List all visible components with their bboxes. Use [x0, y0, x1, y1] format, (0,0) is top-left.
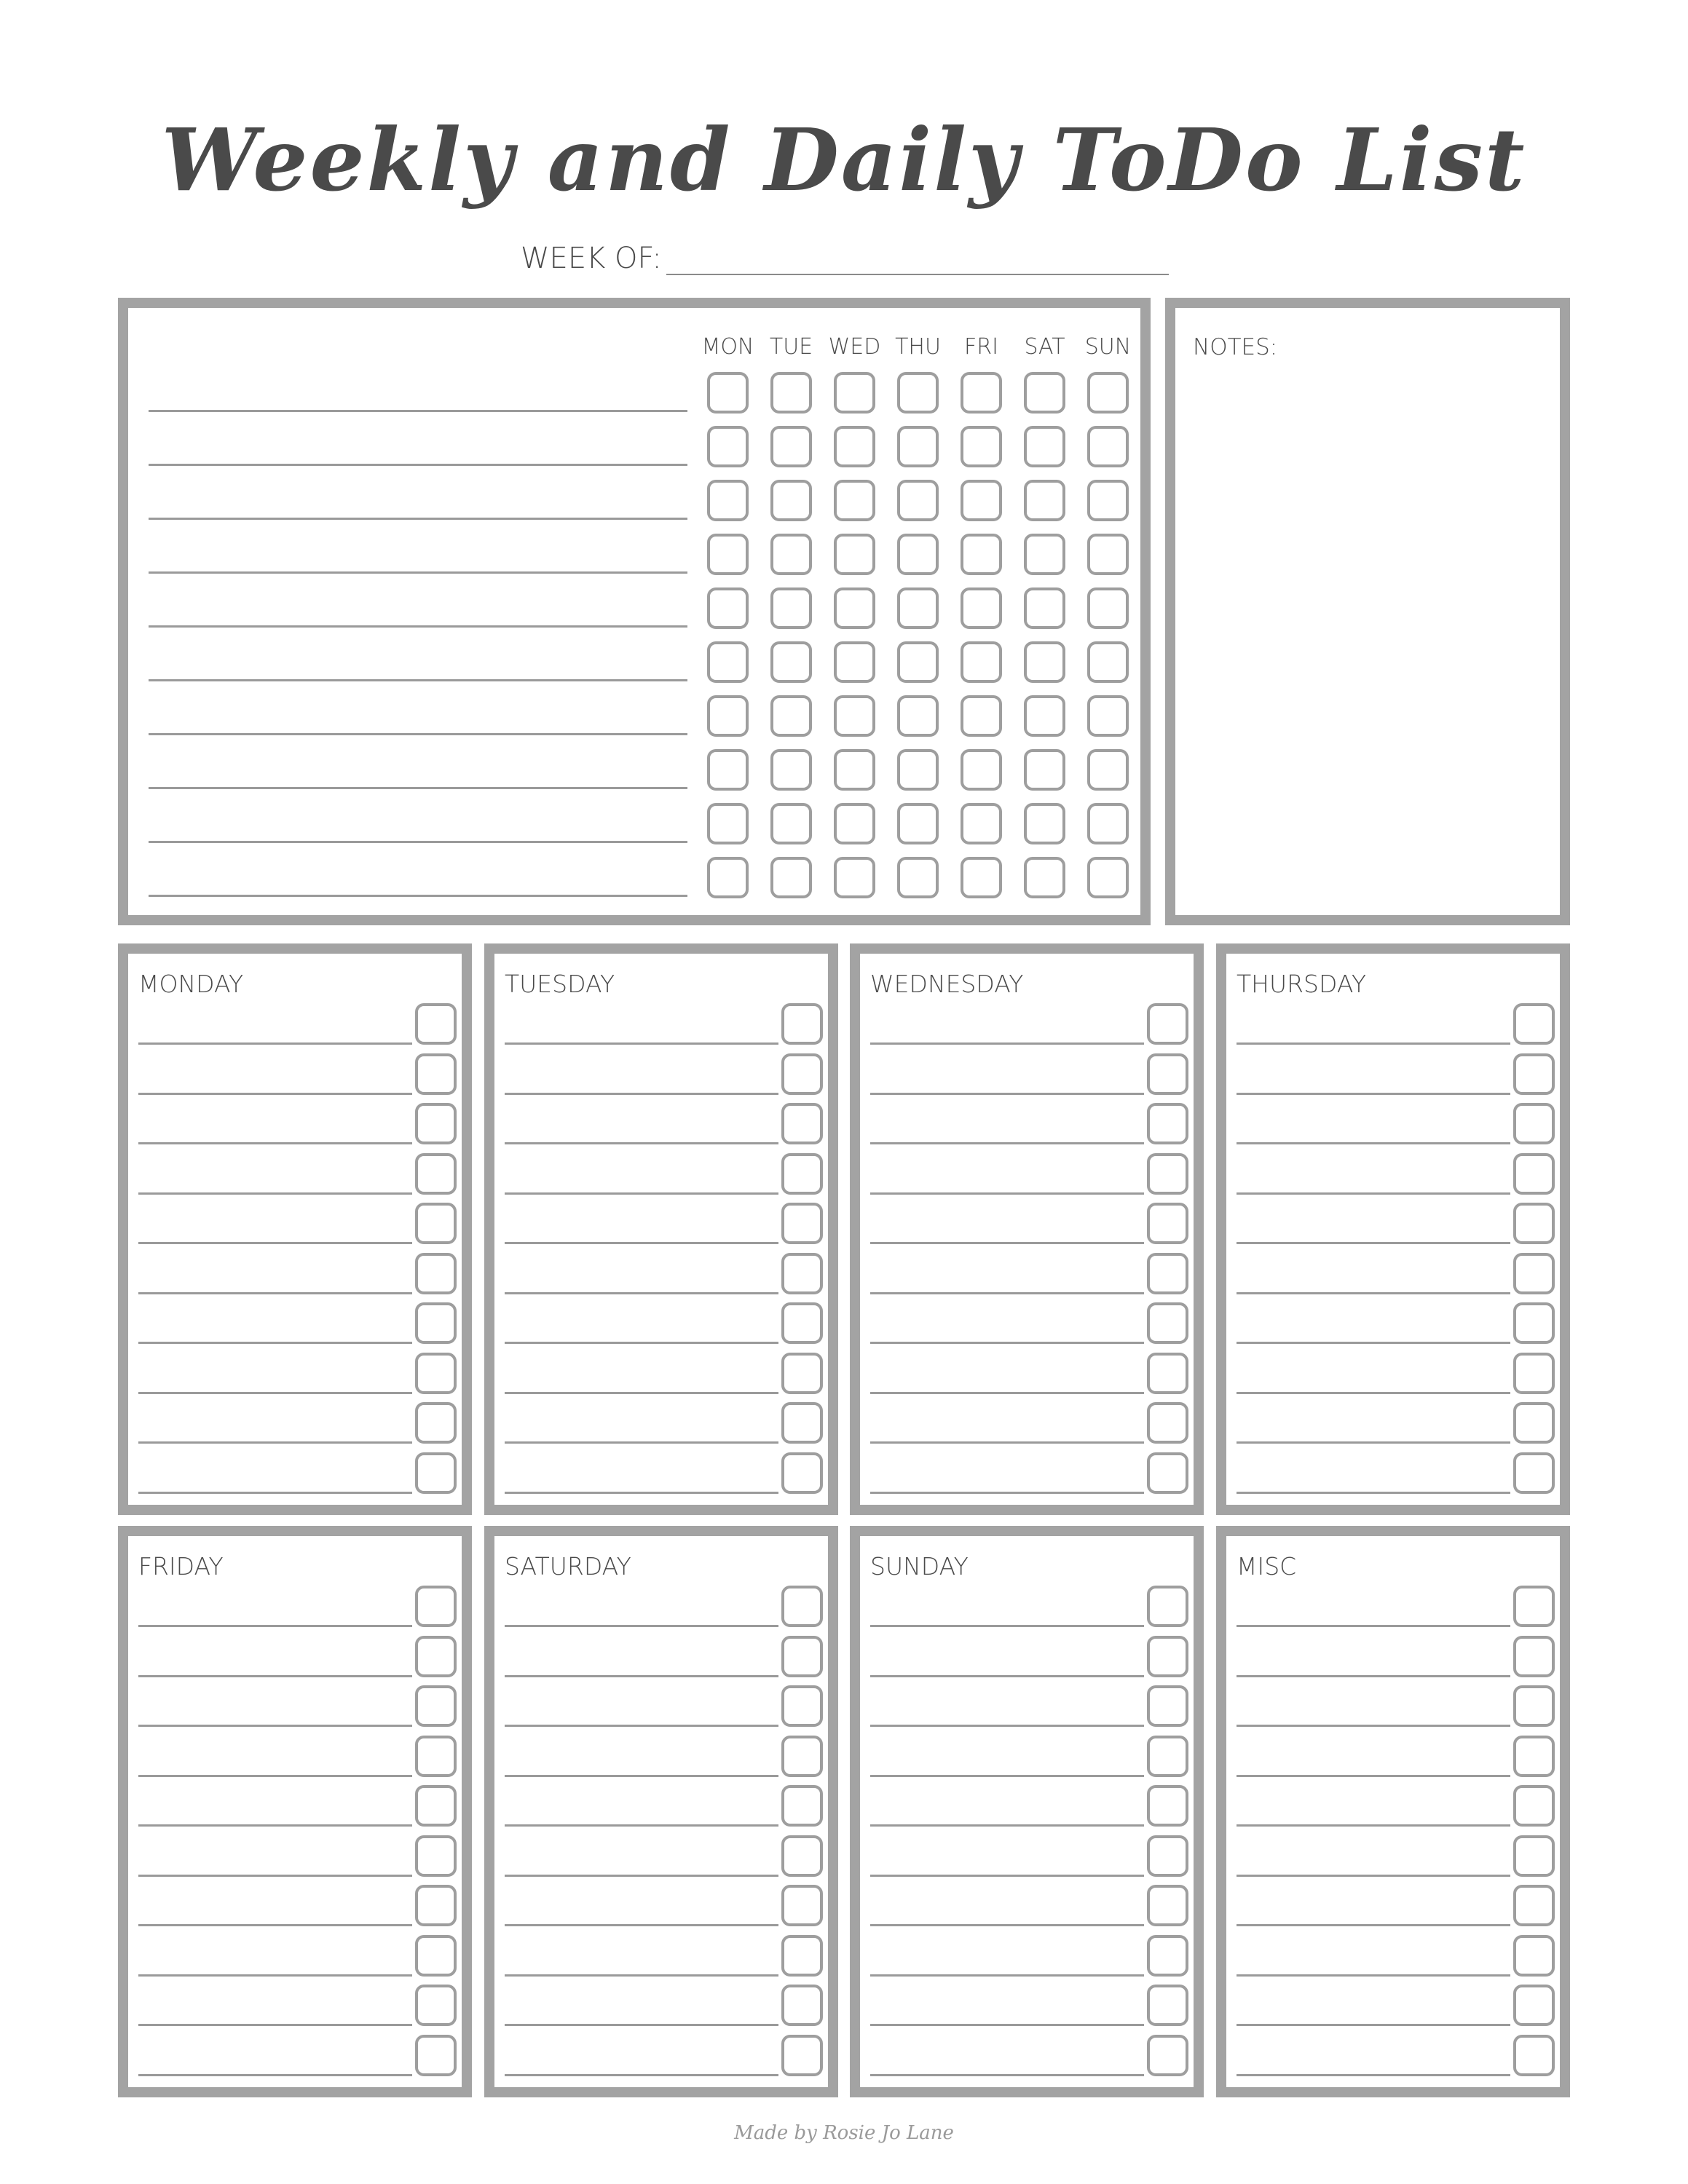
- task-write-line[interactable]: [138, 1974, 412, 1977]
- day-panel-friday: [118, 1526, 472, 2097]
- habit-write-line[interactable]: [149, 518, 687, 520]
- task-write-line[interactable]: [138, 2074, 412, 2076]
- habit-checkbox[interactable]: [897, 426, 939, 467]
- task-checkbox[interactable]: [781, 1452, 823, 1494]
- task-checkbox[interactable]: [1513, 1835, 1555, 1877]
- task-checkbox[interactable]: [415, 1636, 457, 1677]
- task-write-line[interactable]: [1237, 1142, 1510, 1144]
- habit-checkbox[interactable]: [707, 803, 749, 844]
- habit-checkbox[interactable]: [1087, 372, 1129, 414]
- task-checkbox[interactable]: [1513, 2035, 1555, 2076]
- task-checkbox[interactable]: [415, 1203, 457, 1244]
- task-write-line[interactable]: [870, 1775, 1144, 1777]
- task-write-line[interactable]: [138, 1775, 412, 1777]
- day-panel-label: WEDNESDAY: [870, 970, 1024, 998]
- task-write-line[interactable]: [870, 1093, 1144, 1095]
- task-checkbox[interactable]: [1147, 1835, 1188, 1877]
- task-checkbox[interactable]: [1513, 1253, 1555, 1294]
- tracker-day-sat: SAT: [1024, 334, 1065, 360]
- habit-checkbox[interactable]: [770, 803, 812, 844]
- task-checkbox[interactable]: [1513, 1985, 1555, 2026]
- habit-checkbox[interactable]: [770, 749, 812, 791]
- habit-write-line[interactable]: [149, 571, 687, 574]
- task-checkbox[interactable]: [415, 1253, 457, 1294]
- habit-checkbox[interactable]: [897, 480, 939, 521]
- habit-checkbox[interactable]: [961, 803, 1002, 844]
- habit-checkbox[interactable]: [834, 857, 875, 898]
- task-write-line[interactable]: [505, 1824, 778, 1827]
- task-write-line[interactable]: [138, 1142, 412, 1144]
- task-write-line[interactable]: [138, 1675, 412, 1677]
- task-checkbox[interactable]: [781, 1985, 823, 2026]
- task-checkbox[interactable]: [1147, 1153, 1188, 1195]
- day-panel-label: TUESDAY: [505, 970, 615, 998]
- task-write-line[interactable]: [870, 1342, 1144, 1344]
- task-checkbox[interactable]: [1513, 1402, 1555, 1444]
- task-checkbox[interactable]: [1513, 1003, 1555, 1045]
- task-checkbox[interactable]: [1147, 1885, 1188, 1926]
- task-checkbox[interactable]: [1513, 1636, 1555, 1677]
- task-write-line[interactable]: [505, 1192, 778, 1195]
- habit-checkbox[interactable]: [770, 695, 812, 737]
- habit-checkbox[interactable]: [1024, 426, 1065, 467]
- day-panel-label: SUNDAY: [870, 1552, 969, 1580]
- habit-write-line[interactable]: [149, 733, 687, 735]
- task-write-line[interactable]: [138, 2024, 412, 2026]
- task-checkbox[interactable]: [415, 2035, 457, 2076]
- task-write-line[interactable]: [870, 1242, 1144, 1244]
- task-checkbox[interactable]: [415, 1885, 457, 1926]
- habit-checkbox[interactable]: [834, 587, 875, 629]
- week-of-label: WEEK OF:: [521, 242, 662, 275]
- task-write-line[interactable]: [505, 1725, 778, 1727]
- habit-checkbox[interactable]: [897, 857, 939, 898]
- week-of-write-line[interactable]: [666, 274, 1169, 275]
- habit-checkbox[interactable]: [707, 695, 749, 737]
- habit-checkbox[interactable]: [897, 749, 939, 791]
- page-title: Weekly and Daily ToDo List: [161, 109, 1527, 210]
- task-checkbox[interactable]: [1147, 1685, 1188, 1727]
- task-write-line[interactable]: [505, 1142, 778, 1144]
- task-checkbox[interactable]: [781, 1053, 823, 1095]
- habit-write-line[interactable]: [149, 410, 687, 412]
- task-checkbox[interactable]: [781, 1736, 823, 1777]
- task-write-line[interactable]: [1237, 2024, 1510, 2026]
- habit-checkbox[interactable]: [1024, 641, 1065, 683]
- habit-checkbox[interactable]: [1024, 857, 1065, 898]
- habit-write-line[interactable]: [149, 895, 687, 897]
- tracker-day-mon: MON: [701, 334, 754, 360]
- task-checkbox[interactable]: [1513, 1103, 1555, 1144]
- habit-checkbox[interactable]: [834, 749, 875, 791]
- task-write-line[interactable]: [138, 1725, 412, 1727]
- task-checkbox[interactable]: [415, 1103, 457, 1144]
- task-checkbox[interactable]: [415, 1586, 457, 1627]
- habit-checkbox[interactable]: [770, 534, 812, 575]
- habit-checkbox[interactable]: [1024, 587, 1065, 629]
- task-checkbox[interactable]: [781, 1636, 823, 1677]
- day-panel-label: SATURDAY: [505, 1552, 631, 1580]
- task-write-line[interactable]: [505, 1441, 778, 1444]
- task-write-line[interactable]: [1237, 1492, 1510, 1494]
- task-checkbox[interactable]: [1513, 1736, 1555, 1777]
- task-write-line[interactable]: [505, 2024, 778, 2026]
- tracker-day-sun: SUN: [1084, 334, 1132, 360]
- habit-checkbox[interactable]: [1087, 534, 1129, 575]
- tracker-day-tue: TUE: [769, 334, 813, 360]
- task-write-line[interactable]: [1237, 1392, 1510, 1394]
- task-checkbox[interactable]: [1147, 1736, 1188, 1777]
- task-checkbox[interactable]: [1147, 1935, 1188, 1977]
- task-checkbox[interactable]: [1513, 1452, 1555, 1494]
- habit-tracker-panel: [118, 298, 1151, 925]
- task-write-line[interactable]: [505, 1875, 778, 1877]
- task-checkbox[interactable]: [415, 1402, 457, 1444]
- task-write-line[interactable]: [1237, 2074, 1510, 2076]
- task-write-line[interactable]: [138, 1042, 412, 1045]
- task-write-line[interactable]: [1237, 1824, 1510, 1827]
- task-checkbox[interactable]: [1513, 1885, 1555, 1926]
- habit-checkbox[interactable]: [834, 426, 875, 467]
- tracker-day-headers: [696, 333, 1133, 362]
- task-write-line[interactable]: [505, 2074, 778, 2076]
- habit-checkbox[interactable]: [961, 641, 1002, 683]
- day-panel-misc: [1216, 1526, 1570, 2097]
- task-write-line[interactable]: [870, 2024, 1144, 2026]
- task-checkbox[interactable]: [1147, 1203, 1188, 1244]
- habit-checkbox[interactable]: [961, 534, 1002, 575]
- task-checkbox[interactable]: [1147, 1053, 1188, 1095]
- task-checkbox[interactable]: [1147, 1353, 1188, 1394]
- task-checkbox[interactable]: [415, 1785, 457, 1827]
- task-write-line[interactable]: [870, 1824, 1144, 1827]
- task-checkbox[interactable]: [415, 1053, 457, 1095]
- habit-write-line[interactable]: [149, 464, 687, 466]
- task-write-line[interactable]: [870, 2074, 1144, 2076]
- task-checkbox[interactable]: [1147, 1636, 1188, 1677]
- day-panel-tuesday: [484, 943, 838, 1515]
- habit-checkbox[interactable]: [1087, 695, 1129, 737]
- day-panel-monday: [118, 943, 472, 1515]
- task-write-line[interactable]: [1237, 1775, 1510, 1777]
- task-checkbox[interactable]: [1147, 1253, 1188, 1294]
- habit-checkbox[interactable]: [1024, 534, 1065, 575]
- task-write-line[interactable]: [870, 1492, 1144, 1494]
- habit-checkbox[interactable]: [961, 426, 1002, 467]
- task-checkbox[interactable]: [1513, 1685, 1555, 1727]
- task-write-line[interactable]: [505, 1042, 778, 1045]
- task-write-line[interactable]: [138, 1924, 412, 1926]
- task-checkbox[interactable]: [1513, 1586, 1555, 1627]
- task-checkbox[interactable]: [1147, 1103, 1188, 1144]
- task-write-line[interactable]: [870, 1392, 1144, 1394]
- task-checkbox[interactable]: [1513, 1153, 1555, 1195]
- task-checkbox[interactable]: [781, 1003, 823, 1045]
- habit-checkbox[interactable]: [707, 749, 749, 791]
- task-checkbox[interactable]: [781, 1402, 823, 1444]
- habit-checkbox[interactable]: [1024, 695, 1065, 737]
- habit-checkbox[interactable]: [707, 587, 749, 629]
- task-checkbox[interactable]: [1147, 1302, 1188, 1344]
- task-checkbox[interactable]: [415, 1153, 457, 1195]
- task-write-line[interactable]: [870, 1441, 1144, 1444]
- task-write-line[interactable]: [1237, 1441, 1510, 1444]
- habit-checkbox[interactable]: [834, 803, 875, 844]
- habit-checkbox[interactable]: [707, 426, 749, 467]
- task-write-line[interactable]: [505, 1625, 778, 1627]
- habit-checkbox[interactable]: [897, 803, 939, 844]
- habit-write-line[interactable]: [149, 679, 687, 681]
- task-write-line[interactable]: [870, 1625, 1144, 1627]
- task-write-line[interactable]: [505, 1974, 778, 1977]
- task-write-line[interactable]: [1237, 1675, 1510, 1677]
- task-checkbox[interactable]: [1513, 1302, 1555, 1344]
- habit-checkbox[interactable]: [961, 480, 1002, 521]
- habit-checkbox[interactable]: [834, 534, 875, 575]
- task-write-line[interactable]: [870, 1924, 1144, 1926]
- task-checkbox[interactable]: [781, 1885, 823, 1926]
- task-write-line[interactable]: [138, 1441, 412, 1444]
- task-write-line[interactable]: [138, 1625, 412, 1627]
- task-write-line[interactable]: [505, 1093, 778, 1095]
- task-checkbox[interactable]: [781, 1586, 823, 1627]
- habit-checkbox[interactable]: [1024, 749, 1065, 791]
- task-checkbox[interactable]: [415, 1302, 457, 1344]
- habit-checkbox[interactable]: [834, 695, 875, 737]
- task-write-line[interactable]: [138, 1292, 412, 1294]
- task-write-line[interactable]: [505, 1924, 778, 1926]
- task-write-line[interactable]: [1237, 1875, 1510, 1877]
- habit-checkbox[interactable]: [707, 372, 749, 414]
- habit-checkbox[interactable]: [1087, 587, 1129, 629]
- task-checkbox[interactable]: [1147, 2035, 1188, 2076]
- task-write-line[interactable]: [138, 1824, 412, 1827]
- day-panel-label: FRIDAY: [138, 1552, 224, 1580]
- tracker-day-fri: FRI: [964, 334, 998, 360]
- task-checkbox[interactable]: [415, 1985, 457, 2026]
- habit-checkbox[interactable]: [961, 587, 1002, 629]
- task-checkbox[interactable]: [415, 1935, 457, 1977]
- task-write-line[interactable]: [138, 1342, 412, 1344]
- task-write-line[interactable]: [870, 1292, 1144, 1294]
- habit-checkbox[interactable]: [1024, 480, 1065, 521]
- task-write-line[interactable]: [1237, 1924, 1510, 1926]
- habit-checkbox[interactable]: [770, 426, 812, 467]
- habit-checkbox[interactable]: [834, 641, 875, 683]
- task-write-line[interactable]: [505, 1775, 778, 1777]
- task-write-line[interactable]: [138, 1242, 412, 1244]
- day-panel-thursday: [1216, 943, 1570, 1515]
- task-checkbox[interactable]: [781, 1835, 823, 1877]
- habit-checkbox[interactable]: [897, 695, 939, 737]
- task-checkbox[interactable]: [1513, 1053, 1555, 1095]
- habit-write-line[interactable]: [149, 787, 687, 789]
- task-checkbox[interactable]: [781, 1103, 823, 1144]
- tracker-day-wed: WED: [828, 334, 881, 360]
- habit-checkbox[interactable]: [1087, 480, 1129, 521]
- task-checkbox[interactable]: [1513, 1203, 1555, 1244]
- task-checkbox[interactable]: [1513, 1353, 1555, 1394]
- credit-text: Made by Rosie Jo Lane: [734, 2122, 954, 2144]
- habit-checkbox[interactable]: [770, 372, 812, 414]
- task-checkbox[interactable]: [415, 1003, 457, 1045]
- habit-checkbox[interactable]: [897, 372, 939, 414]
- task-write-line[interactable]: [870, 1675, 1144, 1677]
- task-write-line[interactable]: [138, 1875, 412, 1877]
- habit-checkbox[interactable]: [707, 534, 749, 575]
- task-write-line[interactable]: [1237, 1292, 1510, 1294]
- habit-checkbox[interactable]: [707, 857, 749, 898]
- task-checkbox[interactable]: [415, 1736, 457, 1777]
- task-checkbox[interactable]: [781, 1253, 823, 1294]
- habit-checkbox[interactable]: [1087, 803, 1129, 844]
- task-write-line[interactable]: [1237, 1974, 1510, 1977]
- task-checkbox[interactable]: [415, 1835, 457, 1877]
- habit-checkbox[interactable]: [770, 857, 812, 898]
- task-write-line[interactable]: [505, 1492, 778, 1494]
- day-panel-label: MONDAY: [138, 970, 244, 998]
- task-write-line[interactable]: [1237, 1242, 1510, 1244]
- task-write-line[interactable]: [1237, 1725, 1510, 1727]
- task-checkbox[interactable]: [781, 1302, 823, 1344]
- habit-checkbox[interactable]: [770, 587, 812, 629]
- task-checkbox[interactable]: [415, 1685, 457, 1727]
- habit-checkbox[interactable]: [834, 372, 875, 414]
- habit-checkbox[interactable]: [961, 695, 1002, 737]
- task-write-line[interactable]: [870, 1875, 1144, 1877]
- habit-checkbox[interactable]: [897, 587, 939, 629]
- task-write-line[interactable]: [870, 1725, 1144, 1727]
- habit-write-line[interactable]: [149, 625, 687, 628]
- notes-label: NOTES:: [1193, 334, 1278, 360]
- task-write-line[interactable]: [505, 1242, 778, 1244]
- day-panel-label: THURSDAY: [1237, 970, 1367, 998]
- task-checkbox[interactable]: [781, 1353, 823, 1394]
- habit-checkbox[interactable]: [1087, 749, 1129, 791]
- task-checkbox[interactable]: [1147, 1985, 1188, 2026]
- task-checkbox[interactable]: [1147, 1586, 1188, 1627]
- task-write-line[interactable]: [505, 1292, 778, 1294]
- day-panel-sunday: [850, 1526, 1204, 2097]
- task-write-line[interactable]: [870, 1142, 1144, 1144]
- day-panel-wednesday: [850, 943, 1204, 1515]
- tracker-day-thu: THU: [895, 334, 941, 360]
- task-write-line[interactable]: [1237, 1093, 1510, 1095]
- task-write-line[interactable]: [505, 1342, 778, 1344]
- task-write-line[interactable]: [1237, 1342, 1510, 1344]
- notes-panel[interactable]: [1165, 298, 1570, 925]
- task-checkbox[interactable]: [781, 2035, 823, 2076]
- habit-lines: [149, 308, 687, 915]
- task-checkbox[interactable]: [781, 1203, 823, 1244]
- task-checkbox[interactable]: [1147, 1452, 1188, 1494]
- task-write-line[interactable]: [505, 1392, 778, 1394]
- task-checkbox[interactable]: [415, 1452, 457, 1494]
- task-checkbox[interactable]: [781, 1153, 823, 1195]
- task-write-line[interactable]: [1237, 1042, 1510, 1045]
- habit-checkbox[interactable]: [897, 534, 939, 575]
- task-checkbox[interactable]: [1147, 1785, 1188, 1827]
- week-of-field: [521, 240, 1176, 284]
- task-write-line[interactable]: [138, 1392, 412, 1394]
- habit-checkbox[interactable]: [1024, 803, 1065, 844]
- habit-checkbox[interactable]: [1087, 857, 1129, 898]
- task-checkbox[interactable]: [781, 1685, 823, 1727]
- task-write-line[interactable]: [1237, 1192, 1510, 1195]
- day-panel-label: MISC: [1237, 1552, 1297, 1580]
- habit-checkbox[interactable]: [1087, 426, 1129, 467]
- task-write-line[interactable]: [870, 1042, 1144, 1045]
- task-checkbox[interactable]: [1147, 1003, 1188, 1045]
- task-write-line[interactable]: [1237, 1625, 1510, 1627]
- habit-checkbox[interactable]: [897, 641, 939, 683]
- task-write-line[interactable]: [138, 1492, 412, 1494]
- habit-checkbox[interactable]: [770, 480, 812, 521]
- task-checkbox[interactable]: [1513, 1785, 1555, 1827]
- day-panel-saturday: [484, 1526, 838, 2097]
- task-write-line[interactable]: [870, 1192, 1144, 1195]
- habit-checkbox[interactable]: [707, 480, 749, 521]
- task-checkbox[interactable]: [415, 1353, 457, 1394]
- habit-checkbox[interactable]: [1087, 641, 1129, 683]
- habit-write-line[interactable]: [149, 841, 687, 843]
- task-write-line[interactable]: [505, 1675, 778, 1677]
- habit-checkbox[interactable]: [707, 641, 749, 683]
- habit-checkbox[interactable]: [961, 857, 1002, 898]
- task-write-line[interactable]: [138, 1093, 412, 1095]
- task-write-line[interactable]: [870, 1974, 1144, 1977]
- task-checkbox[interactable]: [1513, 1935, 1555, 1977]
- habit-checkbox[interactable]: [834, 480, 875, 521]
- task-checkbox[interactable]: [781, 1935, 823, 1977]
- task-checkbox[interactable]: [781, 1785, 823, 1827]
- habit-checkbox[interactable]: [770, 641, 812, 683]
- habit-checkbox[interactable]: [1024, 372, 1065, 414]
- task-checkbox[interactable]: [1147, 1402, 1188, 1444]
- habit-checkbox[interactable]: [961, 372, 1002, 414]
- habit-checkbox[interactable]: [961, 749, 1002, 791]
- task-write-line[interactable]: [138, 1192, 412, 1195]
